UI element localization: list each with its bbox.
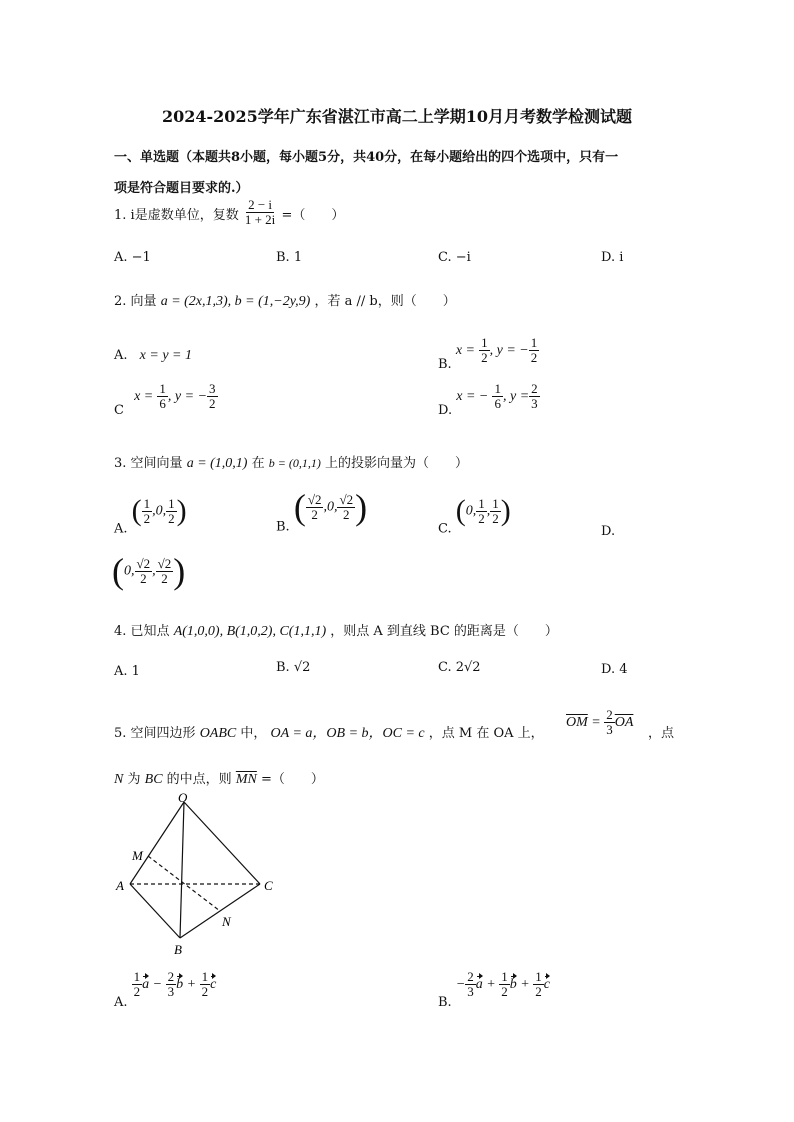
q2-option-a	[114, 348, 192, 364]
q3-vector-b: b = (0,1,1)	[268, 456, 321, 470]
q4-points: A(1,0,0), B(1,0,2), C(1,1,1)	[173, 624, 327, 639]
q3-option-a: A. ( $\frac{1}{2}$ ,0, $\frac{1}{2}$ )	[114, 494, 187, 537]
q4-suffix: ，则点 A 到直线 BC 的距离是（ ）	[330, 624, 558, 639]
label-n: N	[222, 914, 231, 929]
label-m: M	[132, 848, 143, 863]
q1-prefix: 1. i是虚数单位，复数	[114, 208, 239, 223]
q5-a-label: A.	[114, 995, 128, 1010]
q4-option-d: D. 4	[601, 662, 628, 677]
q3-option-c: C. (0, $\frac{1}{2}$ , $\frac{1}{2}$ )	[438, 494, 511, 537]
q5-vectors: OA = a，OB = b，OC = c	[270, 726, 425, 741]
q1-suffix: =（ ）	[281, 208, 345, 223]
q2-vectors: a = (2x,1,3), b = (1,−2y,9)	[160, 294, 311, 309]
q1-frac-den: 1 + 2i	[244, 212, 276, 227]
label-a: A	[116, 878, 124, 893]
q3-option-d: (0, $\frac{√2}{2}$ , $\frac{√2}{2}$ )	[112, 551, 186, 591]
label-b: B	[174, 942, 182, 957]
q2-option-c: C x = $\frac{1}{6}$ , y = − $\frac{3}{2}$	[114, 381, 216, 418]
q5-end1: ，点	[648, 726, 675, 741]
question-5-line1	[114, 722, 544, 742]
q1-option-a: A. −1	[114, 250, 151, 265]
q5-bc: BC	[144, 772, 163, 787]
q3-option-b: B. ( $\frac{√2}{2}$ ,0, $\frac{√2}{2}$ )	[276, 487, 368, 535]
q2-d-label: D.	[438, 403, 453, 418]
q2-a-label: A.	[114, 348, 128, 363]
q2-condition: ，若 a // b，则（ ）	[314, 294, 456, 309]
q2-option-d: D. x = − $\frac{1}{6}$ , y = $\frac{2}{3}$	[438, 381, 538, 418]
q5-condition: $\overline{OM}$ = $\frac{2}{3}$ $\overline{OA}$	[566, 707, 634, 737]
q2-b-label: B.	[438, 357, 452, 372]
q3-c-label: C.	[438, 521, 452, 537]
question-5-line2	[114, 768, 324, 788]
q2-option-b: B. x = $\frac{1}{2}$ , y = − $\frac{1}{2}$	[438, 335, 538, 372]
q5-option-a: A. $\frac{1}{2}$ a − $\frac{2}{3}$ b + $\frac{1}{2}$ c	[114, 969, 217, 1010]
q1-option-c: C. −i	[438, 250, 471, 265]
q1-fraction	[243, 198, 277, 227]
q5-ask: =（ ）	[260, 772, 324, 787]
q2-prefix: 2. 向量	[114, 294, 157, 309]
edge-oc	[184, 802, 260, 884]
section-heading-line2: 项是符合题目要求的.）	[114, 181, 249, 196]
q5-mid1: 中，	[240, 726, 267, 741]
label-c: C	[264, 878, 273, 893]
edge-ab	[130, 884, 180, 938]
q5-option-b: B. − $\frac{2}{3}$ a + $\frac{1}{2}$ b + $\frac{1}{2}$ c	[438, 969, 550, 1010]
q5-shape: OABC	[199, 726, 237, 741]
q3-b-label: B.	[276, 519, 290, 535]
q2-c-label: C	[114, 403, 124, 418]
q3-a-label: A.	[114, 521, 128, 537]
q5-mid2: ，点 M 在 OA 上，	[428, 726, 544, 741]
q5-midpoint-text: 的中点，则	[166, 772, 232, 787]
question-1	[114, 197, 345, 227]
edge-bc	[180, 884, 260, 938]
section-heading-line1: 一、单选题（本题共8小题，每小题5分，共40分，在每小题给出的四个选项中，只有一	[114, 150, 619, 165]
q5-b-label: B.	[438, 995, 452, 1010]
q5-mn: $\overline{MN}$	[235, 772, 257, 787]
q1-option-d: D. i	[601, 250, 624, 265]
q3-vector-a: a = (1,0,1)	[186, 456, 248, 471]
q5-wei: 为	[127, 772, 141, 787]
q4-option-b: B. √2	[276, 660, 311, 675]
question-3	[114, 452, 468, 472]
q5-n: N	[114, 772, 124, 787]
tetrahedron-figure	[108, 792, 288, 962]
q4-prefix: 4. 已知点	[114, 624, 170, 639]
q1-frac-num: 2 − i	[248, 197, 273, 212]
question-4	[114, 620, 558, 640]
q4-option-c: C. 2√2	[438, 660, 481, 675]
q4-option-a: A. 1	[114, 664, 140, 679]
label-o: O	[178, 792, 188, 805]
edge-oa	[130, 802, 184, 884]
q3-suffix: 上的投影向量为（ ）	[325, 456, 469, 471]
q2-a-expr: x = y = 1	[139, 348, 192, 363]
q5-prefix: 5. 空间四边形	[114, 726, 196, 741]
page-title: 2024-2025学年广东省湛江市高二上学期10月月考数学检测试题	[162, 107, 632, 126]
q3-mid: 在	[251, 456, 265, 471]
q3-prefix: 3. 空间向量	[114, 456, 183, 471]
q3-option-d-label: D.	[601, 524, 616, 539]
question-2	[114, 290, 456, 310]
edge-ob	[180, 802, 184, 938]
q1-option-b: B. 1	[276, 250, 303, 265]
